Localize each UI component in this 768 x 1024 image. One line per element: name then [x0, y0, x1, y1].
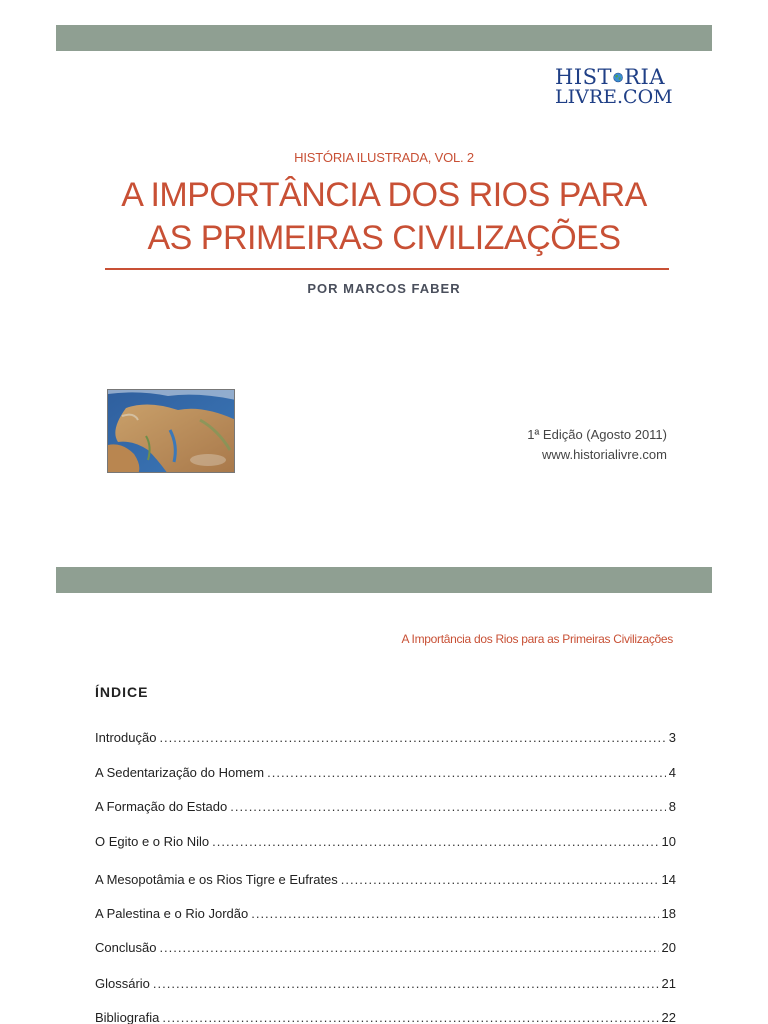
- satellite-map-image: [107, 389, 235, 473]
- toc-entry-page: 3: [668, 730, 676, 745]
- toc-leader-dots: [230, 798, 666, 816]
- globe-icon: [613, 70, 623, 85]
- toc-leader-dots: [153, 975, 659, 993]
- title-line-2: AS PRIMEIRAS CIVILIZAÇÕES: [147, 219, 621, 257]
- running-head: A Importância dos Rios para as Primeiras Civilizações: [401, 632, 673, 646]
- edition-date: 1ª Edição (Agosto 2011): [527, 427, 667, 442]
- toc-entry[interactable]: [95, 871, 676, 889]
- logo-text-right: RIA: [624, 65, 665, 89]
- toc-entry-label: O Egito e o Rio Nilo: [95, 834, 210, 849]
- header-band: [56, 25, 712, 51]
- book-title: [0, 174, 768, 260]
- toc-entry-page: 8: [668, 799, 676, 814]
- toc-leader-dots: [251, 905, 658, 923]
- toc-entry-label: A Sedentarização do Homem: [95, 765, 265, 780]
- toc-entry-page: 18: [661, 906, 676, 921]
- toc-entry[interactable]: [95, 764, 676, 782]
- toc-entry-label: A Mesopotâmia e os Rios Tigre e Eufrates: [95, 872, 338, 887]
- toc-entry-label: A Formação do Estado: [95, 799, 228, 814]
- toc-entry[interactable]: [95, 798, 676, 816]
- toc-entry-label: Conclusão: [95, 940, 157, 955]
- toc-leader-dots: [212, 833, 658, 851]
- index-heading: ÍNDICE: [95, 684, 149, 700]
- author-line: POR MARCOS FABER: [307, 281, 461, 296]
- page-separator-band: [56, 567, 712, 593]
- toc-entry[interactable]: [95, 833, 676, 851]
- historialivre-logo[interactable]: [555, 65, 673, 108]
- toc-entry-label: Introdução: [95, 730, 157, 745]
- website-link[interactable]: www.historialivre.com: [542, 447, 667, 462]
- toc-entry[interactable]: [95, 939, 676, 957]
- logo-line-2: LIVRE.COM: [555, 86, 673, 108]
- toc-leader-dots: [341, 871, 659, 889]
- toc-entry[interactable]: [95, 729, 676, 747]
- logo-text-left: HIST: [555, 65, 613, 89]
- toc-entry-page: 21: [661, 976, 676, 991]
- toc-leader-dots: [159, 939, 658, 957]
- logo-line-1: [555, 67, 665, 87]
- toc-entry-label: Bibliografia: [95, 1010, 160, 1024]
- toc-leader-dots: [162, 1009, 658, 1024]
- toc-entry-page: 20: [661, 940, 676, 955]
- toc-entry-label: A Palestina e o Rio Jordão: [95, 906, 249, 921]
- toc-entry-page: 14: [661, 872, 676, 887]
- toc-entry-label: Glossário: [95, 976, 150, 991]
- edition-info: [527, 425, 667, 465]
- title-line-1: A IMPORTÂNCIA DOS RIOS PARA: [121, 176, 647, 214]
- toc-entry[interactable]: [95, 905, 676, 923]
- toc-entry-page: 22: [661, 1010, 676, 1024]
- toc-entry-page: 10: [661, 834, 676, 849]
- toc-leader-dots: [159, 729, 665, 747]
- toc-entry[interactable]: [95, 1009, 676, 1024]
- series-title: HISTÓRIA ILUSTRADA, VOL. 2: [294, 150, 474, 165]
- title-divider: [105, 268, 669, 270]
- toc-entry[interactable]: [95, 975, 676, 993]
- toc-leader-dots: [267, 764, 666, 782]
- toc-entry-page: 4: [668, 765, 676, 780]
- satellite-map-illustration: [108, 390, 235, 473]
